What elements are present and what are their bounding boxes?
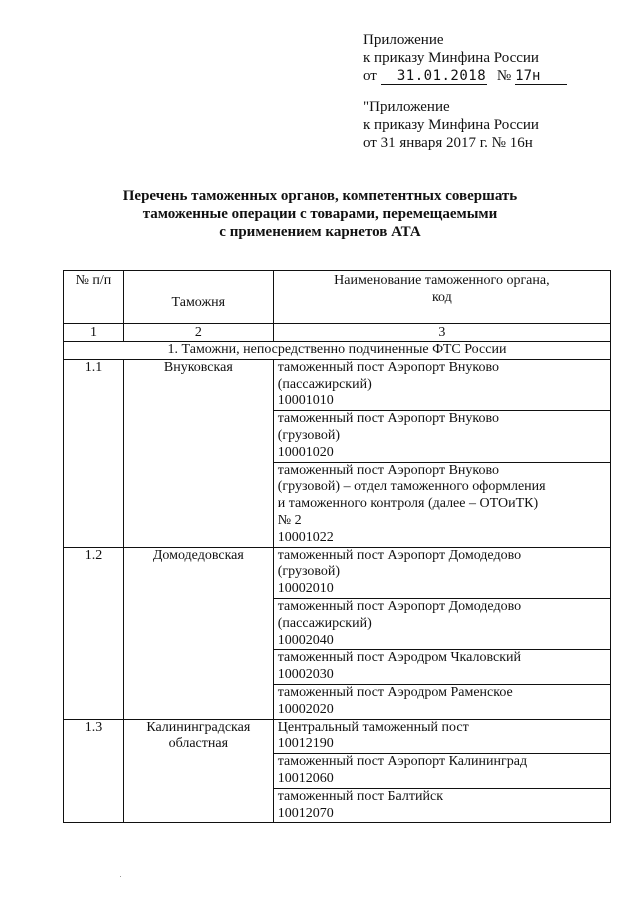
customs-post xyxy=(273,754,610,789)
post-name-line: таможенный пост Аэропорт Домодедово xyxy=(277,598,522,614)
customs-name-line: Калининградская xyxy=(146,719,251,735)
customs-post xyxy=(273,598,610,649)
customs-post xyxy=(273,788,610,823)
post-code: 10001010 xyxy=(277,393,334,409)
column-number: 3 xyxy=(273,324,610,342)
post-name-line: таможенный пост Аэропорт Внуково xyxy=(277,411,500,427)
post-name-line: таможенный пост Балтийск xyxy=(277,788,444,804)
row-number: 1.3 xyxy=(64,719,124,823)
appendix-line: к приказу Минфина России xyxy=(363,50,539,66)
customs-post xyxy=(273,411,610,462)
appendix-header-original xyxy=(363,98,539,152)
table-header-row xyxy=(64,271,611,324)
post-name-line: № 2 xyxy=(277,512,302,528)
appendix-date-line xyxy=(363,67,567,85)
appendix-line: "Приложение xyxy=(363,99,450,115)
customs-post xyxy=(273,684,610,719)
customs-table xyxy=(63,270,611,823)
header-post-name xyxy=(273,271,610,324)
handwritten-number: 17н xyxy=(515,68,567,85)
post-name-line: Центральный таможенный пост xyxy=(277,719,469,735)
customs-name xyxy=(123,719,273,823)
customs-post xyxy=(273,359,610,410)
customs-name-line: Домодедовская xyxy=(152,547,244,563)
section-title: 1. Таможни, непосредственно подчиненные ФТС России xyxy=(64,342,611,360)
post-code: 10002010 xyxy=(277,581,334,597)
appendix-line: к приказу Минфина России xyxy=(363,117,539,133)
table-row xyxy=(64,547,611,598)
customs-post xyxy=(273,547,610,598)
column-number: 2 xyxy=(123,324,273,342)
customs-name xyxy=(123,547,273,719)
post-code: 10012070 xyxy=(277,805,334,821)
table-row xyxy=(64,719,611,754)
post-code: 10002030 xyxy=(277,667,334,683)
customs-post xyxy=(273,462,610,547)
customs-post xyxy=(273,719,610,754)
post-name-line: таможенный пост Аэродром Раменское xyxy=(277,684,513,700)
handwritten-date: 31.01.2018 xyxy=(381,68,487,85)
row-number: 1.2 xyxy=(64,547,124,719)
document-title xyxy=(0,187,640,241)
post-name-line: (пассажирский) xyxy=(277,376,372,392)
section-row xyxy=(64,342,611,360)
post-code: 10012060 xyxy=(277,770,334,786)
customs-name-line: Внуковская xyxy=(163,359,233,375)
header-customs: Таможня xyxy=(123,271,273,324)
column-numbers-row xyxy=(64,324,611,342)
post-name-line: таможенный пост Аэропорт Внуково xyxy=(277,359,500,375)
post-code: 10002040 xyxy=(277,632,334,648)
row-number: 1.1 xyxy=(64,359,124,547)
post-name-line: таможенный пост Аэропорт Калининград xyxy=(277,754,528,770)
customs-post xyxy=(273,650,610,685)
header-number: № п/п xyxy=(64,271,124,324)
table-row xyxy=(64,359,611,410)
appendix-header-current xyxy=(363,31,567,85)
title-line: с применением карнетов АТА xyxy=(219,224,421,240)
title-line: Перечень таможенных органов, компетентных совершать xyxy=(122,188,518,204)
column-number: 1 xyxy=(64,324,124,342)
header-post-line: Наименование таможенного органа, xyxy=(334,273,550,288)
post-code: 10012190 xyxy=(277,736,334,752)
number-label: № xyxy=(496,68,512,84)
customs-name-line: областная xyxy=(168,736,229,752)
ot-label: от xyxy=(363,68,377,84)
post-name-line: (пассажирский) xyxy=(277,615,372,631)
post-code: 10002020 xyxy=(277,701,334,717)
post-name-line: таможенный пост Аэропорт Внуково xyxy=(277,462,500,478)
scan-dot xyxy=(120,876,121,877)
appendix-line: Приложение xyxy=(363,32,444,48)
post-code: 10001020 xyxy=(277,444,334,460)
post-name-line: (грузовой) xyxy=(277,427,341,443)
post-code: 10001022 xyxy=(277,529,334,545)
post-name-line: таможенный пост Аэропорт Домодедово xyxy=(277,547,522,563)
title-line: таможенные операции с товарами, перемещаемыми xyxy=(142,206,498,222)
customs-name xyxy=(123,359,273,547)
post-name-line: таможенный пост Аэродром Чкаловский xyxy=(277,650,521,666)
appendix-line: от 31 января 2017 г. № 16н xyxy=(363,135,533,151)
header-post-line: код xyxy=(431,289,452,305)
post-name-line: и таможенного контроля (далее – ОТОиТК) xyxy=(277,496,539,512)
post-name-line: (грузовой) xyxy=(277,564,341,580)
post-name-line: (грузовой) – отдел таможенного оформления xyxy=(277,479,546,495)
